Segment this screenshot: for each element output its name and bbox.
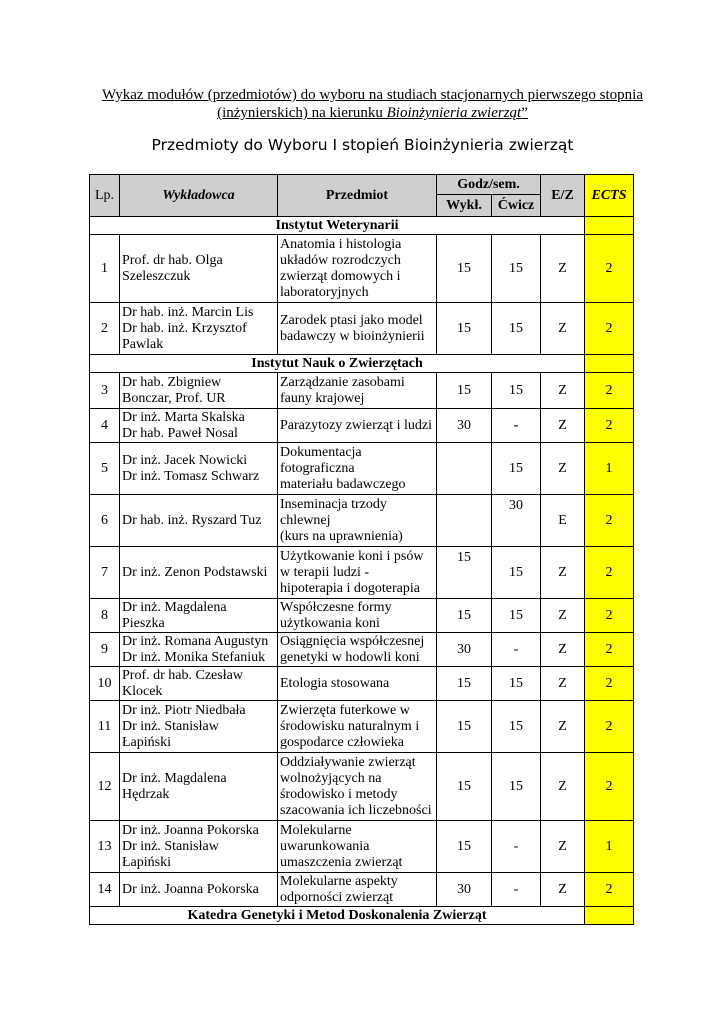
subject-cell xyxy=(278,409,437,443)
lecturer-cell-line: Dr hab. Paweł Nosal xyxy=(122,425,238,441)
lecturer-cell-line: Pieszka xyxy=(122,615,165,631)
subject-cell-line: środowisko i metody xyxy=(280,786,398,802)
lecturer-cell-line: Pawlak xyxy=(122,336,164,352)
lecture-hours: 15 xyxy=(437,667,492,701)
lecturer-cell-line: Dr inż. Zenon Podstawski xyxy=(122,564,268,580)
table-row xyxy=(90,701,634,753)
section-ects-cell xyxy=(585,907,634,925)
lecturer-cell-line: Dr hab. inż. Ryszard Tuz xyxy=(122,512,262,528)
table-row xyxy=(90,753,634,821)
ects-points: 2 xyxy=(585,547,634,599)
lecture-hours: 15 xyxy=(437,821,492,873)
exam-type: Z xyxy=(541,599,585,633)
row-number: 6 xyxy=(90,495,120,547)
table-row xyxy=(90,443,634,495)
lecture-hours: 30 xyxy=(437,633,492,667)
exercise-hours: - xyxy=(492,409,541,443)
subject-cell-line: gospodarce człowieka xyxy=(280,734,404,750)
table-row xyxy=(90,821,634,873)
ects-points: 2 xyxy=(585,701,634,753)
lecturer-cell-line: Łapiński xyxy=(122,854,171,870)
exercise-hours: 15 xyxy=(492,547,541,599)
lecture-hours xyxy=(437,495,492,547)
lecturer-cell-line: Bonczar, Prof. UR xyxy=(122,390,226,406)
heading-end: ” xyxy=(521,105,528,121)
exercise-hours: 15 xyxy=(492,599,541,633)
row-number: 4 xyxy=(90,409,120,443)
lecturer-cell xyxy=(120,599,278,633)
exercise-hours: - xyxy=(492,873,541,907)
ects-points: 2 xyxy=(585,235,634,303)
row-number: 9 xyxy=(90,633,120,667)
lecturer-cell-line: Dr inż. Joanna Pokorska xyxy=(122,881,259,897)
subject-cell xyxy=(278,633,437,667)
lecturer-cell-line: Dr hab. inż. Krzysztof xyxy=(122,320,247,336)
section-title: Instytut Nauk o Zwierzętach xyxy=(90,355,585,373)
header-lecturer: Wykładowca xyxy=(120,175,278,217)
subject-cell-line: Użytkowanie koni i psów xyxy=(280,548,424,564)
lecturer-cell-line: Dr inż. Piotr Niedbała xyxy=(122,702,246,718)
lecturer-cell-line: Dr inż. Romana Augustyn xyxy=(122,633,269,649)
lecturer-cell-line: Szeleszczuk xyxy=(122,268,191,284)
table-row xyxy=(90,373,634,409)
table-row xyxy=(90,495,634,547)
exam-type: Z xyxy=(541,701,585,753)
subject-cell-line: Zarodek ptasi jako model xyxy=(280,312,423,328)
ects-points: 2 xyxy=(585,303,634,355)
exercise-hours: 15 xyxy=(492,701,541,753)
subject-cell xyxy=(278,443,437,495)
lecturer-cell-line: Łapiński xyxy=(122,734,171,750)
subject-cell xyxy=(278,753,437,821)
exercise-hours: 15 xyxy=(492,443,541,495)
table-row xyxy=(90,667,634,701)
exam-type: Z xyxy=(541,303,585,355)
subject-cell-line: laboratoryjnych xyxy=(280,284,369,300)
exercise-hours: 15 xyxy=(492,753,541,821)
table-row xyxy=(90,873,634,907)
subject-cell-line: Etologia stosowana xyxy=(280,675,390,691)
lecturer-cell xyxy=(120,701,278,753)
subject-cell-line: Zarządzanie zasobami xyxy=(280,374,405,390)
subject-cell-line: odporności zwierząt xyxy=(280,889,394,905)
subject-cell-line: fauny krajowej xyxy=(280,390,365,406)
exam-type: Z xyxy=(541,235,585,303)
subject-cell-line: Dokumentacja xyxy=(280,444,362,460)
subject-cell xyxy=(278,667,437,701)
lecture-hours: 30 xyxy=(437,873,492,907)
lecturer-cell-line: Dr inż. Monika Stefaniuk xyxy=(122,649,266,665)
subject-cell xyxy=(278,547,437,599)
lecturer-cell-line: Dr inż. Stanisław xyxy=(122,838,219,854)
header-ez: E/Z xyxy=(541,175,585,217)
section-ects-cell xyxy=(585,217,634,235)
lecturer-cell xyxy=(120,373,278,409)
lecture-hours: 15 xyxy=(437,303,492,355)
lecturer-cell xyxy=(120,753,278,821)
exam-type: Z xyxy=(541,373,585,409)
subject-cell-line: materiału badawczego xyxy=(280,476,406,492)
subject-cell-line: Molekularne xyxy=(280,822,352,838)
subject-cell-line: Osiągnięcia współczesnej xyxy=(280,633,425,649)
table-row xyxy=(90,235,634,303)
row-number: 14 xyxy=(90,873,120,907)
subject-cell-line: układów rozrodczych xyxy=(280,252,401,268)
ects-points: 2 xyxy=(585,873,634,907)
subject-cell-line: użytkowania koni xyxy=(280,615,380,631)
lecture-hours: 15 xyxy=(437,753,492,821)
subject-cell-line: wolnożyjących na xyxy=(280,770,382,786)
subject-cell-line: Oddziaływanie zwierząt xyxy=(280,754,416,770)
subject-cell-line: chlewnej xyxy=(280,512,331,528)
exam-type: Z xyxy=(541,667,585,701)
subject-cell-line: Zwierzęta futerkowe w xyxy=(280,702,410,718)
ects-points: 2 xyxy=(585,599,634,633)
header-subject: Przedmiot xyxy=(278,175,437,217)
lecturer-cell xyxy=(120,667,278,701)
ects-points: 2 xyxy=(585,753,634,821)
row-number: 3 xyxy=(90,373,120,409)
lecturer-cell-line: Prof. dr hab. Czesław xyxy=(122,667,243,683)
table-row xyxy=(90,633,634,667)
lecture-hours: 30 xyxy=(437,409,492,443)
table-row xyxy=(90,303,634,355)
subject-cell xyxy=(278,821,437,873)
row-number: 10 xyxy=(90,667,120,701)
row-number: 11 xyxy=(90,701,120,753)
lecturer-cell-line: Dr inż. Magdalena xyxy=(122,770,227,786)
section-title: Katedra Genetyki i Metod Doskonalenia Zwierząt xyxy=(90,907,585,925)
lecturer-cell-line: Dr inż. Tomasz Schwarz xyxy=(122,468,260,484)
lecture-hours: 15 xyxy=(437,701,492,753)
subject-cell-line: Molekularne aspekty xyxy=(280,873,398,889)
exercise-hours: - xyxy=(492,633,541,667)
exam-type: Z xyxy=(541,547,585,599)
document-heading xyxy=(100,86,645,122)
subject-cell-line: uwarunkowania xyxy=(280,838,370,854)
exercise-hours: 30 xyxy=(492,495,541,547)
header-lp: Lp. xyxy=(90,175,120,217)
subject-cell xyxy=(278,303,437,355)
lecturer-cell-line: Dr inż. Marta Skalska xyxy=(122,409,245,425)
exam-type: Z xyxy=(541,443,585,495)
lecture-hours: 15 xyxy=(437,235,492,303)
subject-cell-line: genetyki w hodowli koni xyxy=(280,649,420,665)
subject-cell-line: badawczy w bioinżynierii xyxy=(280,328,425,344)
exam-type: Z xyxy=(541,409,585,443)
exam-type: Z xyxy=(541,873,585,907)
lecture-hours xyxy=(437,443,492,495)
ects-points: 2 xyxy=(585,373,634,409)
exam-type: Z xyxy=(541,633,585,667)
lecturer-cell-line: Dr inż. Magdalena xyxy=(122,599,227,615)
lecturer-cell-line: Klocek xyxy=(122,683,163,699)
table-row xyxy=(90,409,634,443)
subject-cell-line: Inseminacja trzody xyxy=(280,496,387,512)
lecturer-cell xyxy=(120,495,278,547)
exercise-hours: 15 xyxy=(492,303,541,355)
lecturer-cell xyxy=(120,873,278,907)
subject-cell-line: środowisku naturalnym i xyxy=(280,718,420,734)
lecturer-cell-line: Dr hab. inż. Marcin Lis xyxy=(122,304,254,320)
lecture-hours: 15 xyxy=(437,373,492,409)
exercise-hours: - xyxy=(492,821,541,873)
lecturer-cell-line: Dr inż. Joanna Pokorska xyxy=(122,822,259,838)
subject-cell-line: Anatomia i histologia xyxy=(280,236,402,252)
lecturer-cell xyxy=(120,821,278,873)
header-hours: Godz/sem. xyxy=(437,175,541,195)
heading-text: Wykaz modułów (przedmiotów) do wyboru na studiach stacjonarnych pierwszego stopnia (inżynierskich) na kierunku xyxy=(101,87,644,121)
header-lectures: Wykł. xyxy=(437,195,492,217)
subject-cell xyxy=(278,373,437,409)
section-row xyxy=(90,355,634,373)
lecturer-cell-line: Dr inż. Jacek Nowicki xyxy=(122,452,248,468)
ects-points: 2 xyxy=(585,409,634,443)
header-ects: ECTS xyxy=(585,175,634,217)
row-number: 7 xyxy=(90,547,120,599)
lecture-hours: 15 xyxy=(437,547,492,599)
subject-cell-line: Parazytozy zwierząt i ludzi xyxy=(280,417,432,433)
lecturer-cell-line: Hędrzak xyxy=(122,786,170,802)
exercise-hours: 15 xyxy=(492,667,541,701)
lecturer-cell xyxy=(120,409,278,443)
section-row xyxy=(90,907,634,925)
lecturer-cell xyxy=(120,235,278,303)
ects-points: 2 xyxy=(585,633,634,667)
lecture-hours: 15 xyxy=(437,599,492,633)
table-row xyxy=(90,547,634,599)
subject-cell xyxy=(278,599,437,633)
ects-points: 1 xyxy=(585,443,634,495)
subject-cell xyxy=(278,495,437,547)
subject-cell-line: hipoterapia i dogoterapia xyxy=(280,580,420,596)
header-exercises: Ćwicz xyxy=(492,195,541,217)
lecturer-cell xyxy=(120,303,278,355)
ects-points: 2 xyxy=(585,495,634,547)
subject-cell xyxy=(278,701,437,753)
exam-type: Z xyxy=(541,821,585,873)
row-number: 5 xyxy=(90,443,120,495)
section-ects-cell xyxy=(585,355,634,373)
section-title: Instytut Weterynarii xyxy=(90,217,585,235)
subject-cell-line: umaszczenia zwierząt xyxy=(280,854,403,870)
exercise-hours: 15 xyxy=(492,235,541,303)
exam-type: Z xyxy=(541,753,585,821)
lecturer-cell xyxy=(120,633,278,667)
subject-cell xyxy=(278,873,437,907)
row-number: 13 xyxy=(90,821,120,873)
table-row xyxy=(90,599,634,633)
subject-cell-line: szacowania ich liczebności xyxy=(280,802,432,818)
exercise-hours: 15 xyxy=(492,373,541,409)
section-row xyxy=(90,217,634,235)
subject-cell-line: fotograficzna xyxy=(280,460,355,476)
row-number: 1 xyxy=(90,235,120,303)
ects-points: 2 xyxy=(585,667,634,701)
lecturer-cell-line: Prof. dr hab. Olga xyxy=(122,252,223,268)
row-number: 12 xyxy=(90,753,120,821)
ects-points: 1 xyxy=(585,821,634,873)
row-number: 8 xyxy=(90,599,120,633)
subject-cell xyxy=(278,235,437,303)
row-number: 2 xyxy=(90,303,120,355)
heading-italic-text: Bioinżynieria zwierząt xyxy=(386,105,522,121)
document-subtitle: Przedmioty do Wyboru I stopień Bioinżynieria zwierząt xyxy=(151,136,574,154)
courses-table xyxy=(89,174,634,925)
subject-cell-line: w terapii ludzi - xyxy=(280,564,370,580)
table-body xyxy=(90,217,634,925)
exam-type: E xyxy=(541,495,585,547)
lecturer-cell xyxy=(120,443,278,495)
lecturer-cell-line: Dr inż. Stanisław xyxy=(122,718,219,734)
subject-cell-line: (kurs na uprawnienia) xyxy=(280,528,403,544)
lecturer-cell-line: Dr hab. Zbigniew xyxy=(122,374,222,390)
lecturer-cell xyxy=(120,547,278,599)
subject-cell-line: zwierząt domowych i xyxy=(280,268,401,284)
subject-cell-line: Współczesne formy xyxy=(280,599,392,615)
